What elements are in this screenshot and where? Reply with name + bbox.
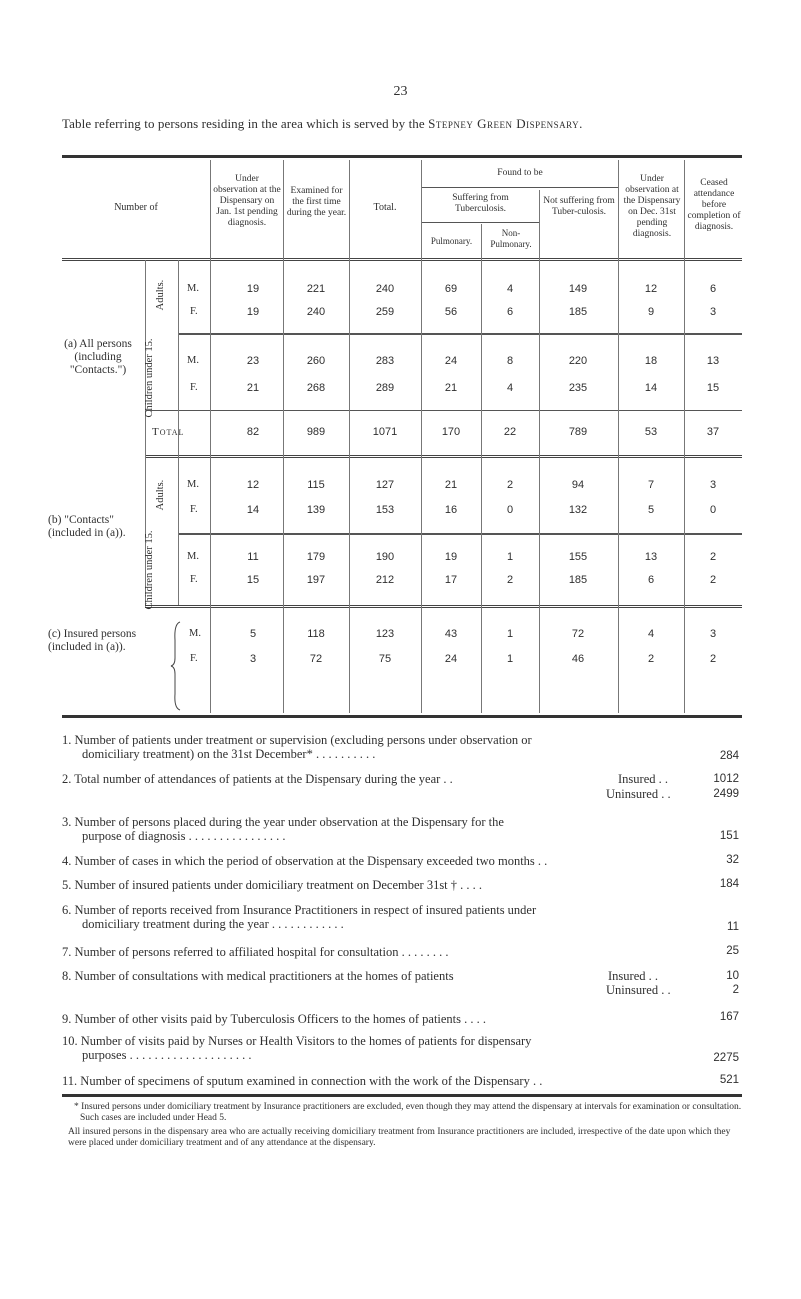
item-value: 11	[727, 921, 739, 933]
table-cell: 2	[647, 653, 655, 665]
table-cell: 2	[709, 574, 717, 586]
table-cell: 14	[644, 382, 658, 394]
caption-dispensary: Stepney Green Dispensary.	[428, 116, 583, 131]
table-cell: 185	[568, 306, 588, 318]
header-total: Total.	[373, 202, 397, 213]
table-cell: 14	[246, 504, 260, 516]
table-cell: 19	[246, 306, 260, 318]
table-cell: 21	[444, 382, 458, 394]
table-cell: 4	[647, 628, 655, 640]
table-cell: 268	[306, 382, 326, 394]
table-cell: 13	[706, 355, 720, 367]
table-cell: 8	[506, 355, 514, 367]
table-cell: 221	[306, 283, 326, 295]
item-value: 521	[719, 1074, 739, 1086]
table-cell: 46	[571, 653, 585, 665]
item-value: 184	[719, 878, 739, 890]
table-cell: 2	[506, 574, 514, 586]
item-value: 32	[726, 854, 739, 866]
insured-label: Insured . .	[608, 969, 658, 983]
list-item: 7. Number of persons referred to affiliated hospital for consultation . . . . . . . .	[62, 945, 449, 959]
adults-label-b: Adults.	[155, 479, 166, 511]
table-cell: 132	[568, 504, 588, 516]
footnote-star: * Insured persons under domiciliary treatment by Insurance practitioners are excluded, even though they may attend the dispensary at intervals for examination or consultation. Such cases are included under Head 5.	[74, 1102, 742, 1123]
table-cell: 289	[375, 382, 395, 394]
header-suffering: Suffering from Tuberculosis.	[452, 193, 509, 214]
insured-label: Insured . .	[618, 772, 668, 786]
table-cell: 75	[378, 653, 392, 665]
table-cell: 21	[444, 479, 458, 491]
table-cell: 15	[246, 574, 260, 586]
item-value: 2275	[713, 1052, 739, 1064]
table-cell: 139	[306, 504, 326, 516]
item-value: 1012	[713, 773, 739, 785]
table-cell: 21	[246, 382, 260, 394]
table-cell: 11	[247, 551, 259, 563]
sex-label: F.	[190, 306, 198, 317]
table-cell: 69	[444, 283, 458, 295]
sex-label: M.	[187, 355, 199, 366]
table-cell: 153	[375, 504, 395, 516]
total-label: Total	[152, 426, 185, 438]
list-item: 8. Number of consultations with medical practitioners at the homes of patients	[62, 969, 454, 983]
table-cell: 16	[444, 504, 458, 516]
table-cell: 283	[375, 355, 395, 367]
table-cell: 6	[506, 306, 514, 318]
table-cell: 118	[307, 628, 325, 640]
item-value: 25	[726, 945, 739, 957]
children-label-b: Children under 15.	[144, 530, 155, 610]
table-cell: 0	[506, 504, 514, 516]
list-item: 5. Number of insured patients under domiciliary treatment on December 31st † . . . .	[62, 878, 483, 892]
table-cell: 6	[709, 283, 717, 295]
caption-prefix: Table referring to persons residing in the area which is served by the	[62, 116, 429, 131]
table-cell: 72	[309, 653, 323, 665]
table-cell: 24	[444, 355, 458, 367]
table-cell: 6	[647, 574, 655, 586]
table-cell: 259	[375, 306, 395, 318]
table-cell: 3	[249, 653, 257, 665]
uninsured-label: Uninsured . .	[606, 787, 671, 801]
sex-label: F.	[190, 653, 198, 664]
list-item: 10. Number of visits paid by Nurses or Health Visitors to the homes of patients for dispensary purposes . . . . . . . . . . . . . . . . . . . .	[62, 1034, 532, 1062]
table-cell: 13	[644, 551, 658, 563]
header-number-of: Number of	[114, 202, 158, 213]
table-cell: 789	[568, 426, 588, 438]
table-cell: 12	[644, 283, 658, 295]
sex-label: M.	[187, 551, 199, 562]
sex-label: F.	[190, 574, 198, 585]
adults-label-a: Adults.	[155, 279, 166, 311]
sex-label: F.	[190, 504, 198, 515]
header-ceased: Ceased attendance before completion of diagnosis.	[687, 178, 741, 232]
sex-label: M.	[189, 628, 201, 639]
table-cell: 37	[706, 426, 720, 438]
table-cell: 17	[444, 574, 458, 586]
header-under-observation-jan: Under observation at the Dispensary on Jan. 1st pending diagnosis.	[213, 174, 281, 228]
table-cell: 149	[568, 283, 588, 295]
table-cell: 235	[568, 382, 588, 394]
item-value: 2	[732, 984, 739, 996]
item-value: 284	[719, 750, 739, 762]
footnote-dagger: All insured persons in the dispensary area who are actually receiving domiciliary treatment from Insurance practitioners are included, irrespective of the date upon which they were placed under domiciliary treatment and of any attendance at the dispensary.	[68, 1127, 731, 1148]
table-cell: 24	[444, 653, 458, 665]
table-cell: 185	[568, 574, 588, 586]
table-cell: 82	[246, 426, 260, 438]
table-cell: 23	[246, 355, 260, 367]
table-cell: 43	[444, 628, 458, 640]
sex-label: F.	[190, 382, 198, 393]
table-cell: 260	[306, 355, 326, 367]
table-cell: 1	[506, 551, 514, 563]
list-item: 6. Number of reports received from Insurance Practitioners in respect of insured patients under domiciliary treatment during the year . . . . . . . . . . . .	[62, 903, 537, 931]
header-under-observation-dec: Under observation at the Dispensary on Dec. 31st pending diagnosis.	[623, 174, 681, 239]
table-cell: 56	[444, 306, 458, 318]
table-cell: 18	[644, 355, 658, 367]
uninsured-label: Uninsured . .	[606, 983, 671, 997]
table-cell: 1	[506, 653, 514, 665]
table-cell: 240	[306, 306, 326, 318]
table-cell: 9	[647, 306, 655, 318]
table-cell: 12	[246, 479, 260, 491]
group-b-label: (b) "Contacts" (included in (a)).	[48, 514, 126, 539]
brace-icon	[170, 620, 184, 712]
table-caption	[62, 116, 583, 132]
table-cell: 127	[375, 479, 395, 491]
table-cell: 220	[568, 355, 588, 367]
page-number: 23	[393, 84, 408, 99]
table-cell: 4	[506, 382, 514, 394]
table-cell: 190	[375, 551, 395, 563]
table-cell: 212	[375, 574, 395, 586]
children-label-a: Children under 15.	[144, 338, 155, 418]
header-examined: Examined for the first time during the year.	[286, 186, 347, 218]
table-cell: 19	[246, 283, 260, 295]
list-item: 1. Number of patients under treatment or supervision (excluding persons under observation or domiciliary treatment) on the 31st December* . . . . . . . . . .	[62, 733, 532, 761]
table-cell: 5	[249, 628, 257, 640]
table-cell: 0	[709, 504, 717, 516]
header-non-pulmonary: Non-Pulmonary.	[490, 228, 532, 249]
table-cell: 115	[307, 479, 325, 491]
list-item: 4. Number of cases in which the period of observation at the Dispensary exceeded two months . .	[62, 854, 548, 868]
table-cell: 155	[568, 551, 588, 563]
table-cell: 123	[375, 628, 395, 640]
header-pulmonary: Pulmonary.	[430, 236, 473, 246]
table-cell: 240	[375, 283, 395, 295]
table-cell: 3	[709, 628, 717, 640]
group-c-label: (c) Insured persons (included in (a)).	[48, 628, 137, 653]
table-cell: 2	[709, 653, 717, 665]
list-item: 2. Total number of attendances of patients at the Dispensary during the year . .	[62, 772, 453, 786]
item-value: 167	[719, 1011, 739, 1023]
table-cell: 1071	[372, 426, 398, 438]
sex-label: M.	[187, 283, 199, 294]
table-cell: 4	[506, 283, 514, 295]
table-cell: 22	[503, 426, 517, 438]
header-not-suffering: Not suffering from Tuber-culosis.	[543, 196, 615, 217]
table-cell: 3	[709, 479, 717, 491]
table-cell: 53	[644, 426, 658, 438]
table-cell: 94	[571, 479, 585, 491]
table-cell: 2	[506, 479, 514, 491]
table-cell: 989	[306, 426, 326, 438]
table-cell: 19	[444, 551, 458, 563]
header-found-to-be: Found to be	[497, 168, 543, 178]
group-a-label: (a) All persons (including "Contacts.")	[64, 338, 132, 376]
table-cell: 3	[709, 306, 717, 318]
table-cell: 2	[709, 551, 717, 563]
sex-label: M.	[187, 479, 199, 490]
item-value: 151	[719, 830, 739, 842]
table-cell: 170	[441, 426, 461, 438]
table-cell: 72	[571, 628, 585, 640]
list-item: 11. Number of specimens of sputum examined in connection with the work of the Dispensary . .	[62, 1074, 543, 1088]
table-cell: 5	[647, 504, 655, 516]
table-cell: 197	[306, 574, 326, 586]
table-cell: 179	[306, 551, 326, 563]
item-value: 2499	[713, 788, 739, 800]
table-cell: 15	[706, 382, 720, 394]
table-cell: 1	[506, 628, 514, 640]
list-item: 3. Number of persons placed during the year under observation at the Dispensary for the purpose of diagnosis . . . . . . . . . . . . . . . .	[62, 815, 504, 843]
list-item: 9. Number of other visits paid by Tuberculosis Officers to the homes of patients . . . .	[62, 1012, 487, 1026]
table-cell: 7	[647, 479, 655, 491]
item-value: 10	[726, 970, 739, 982]
